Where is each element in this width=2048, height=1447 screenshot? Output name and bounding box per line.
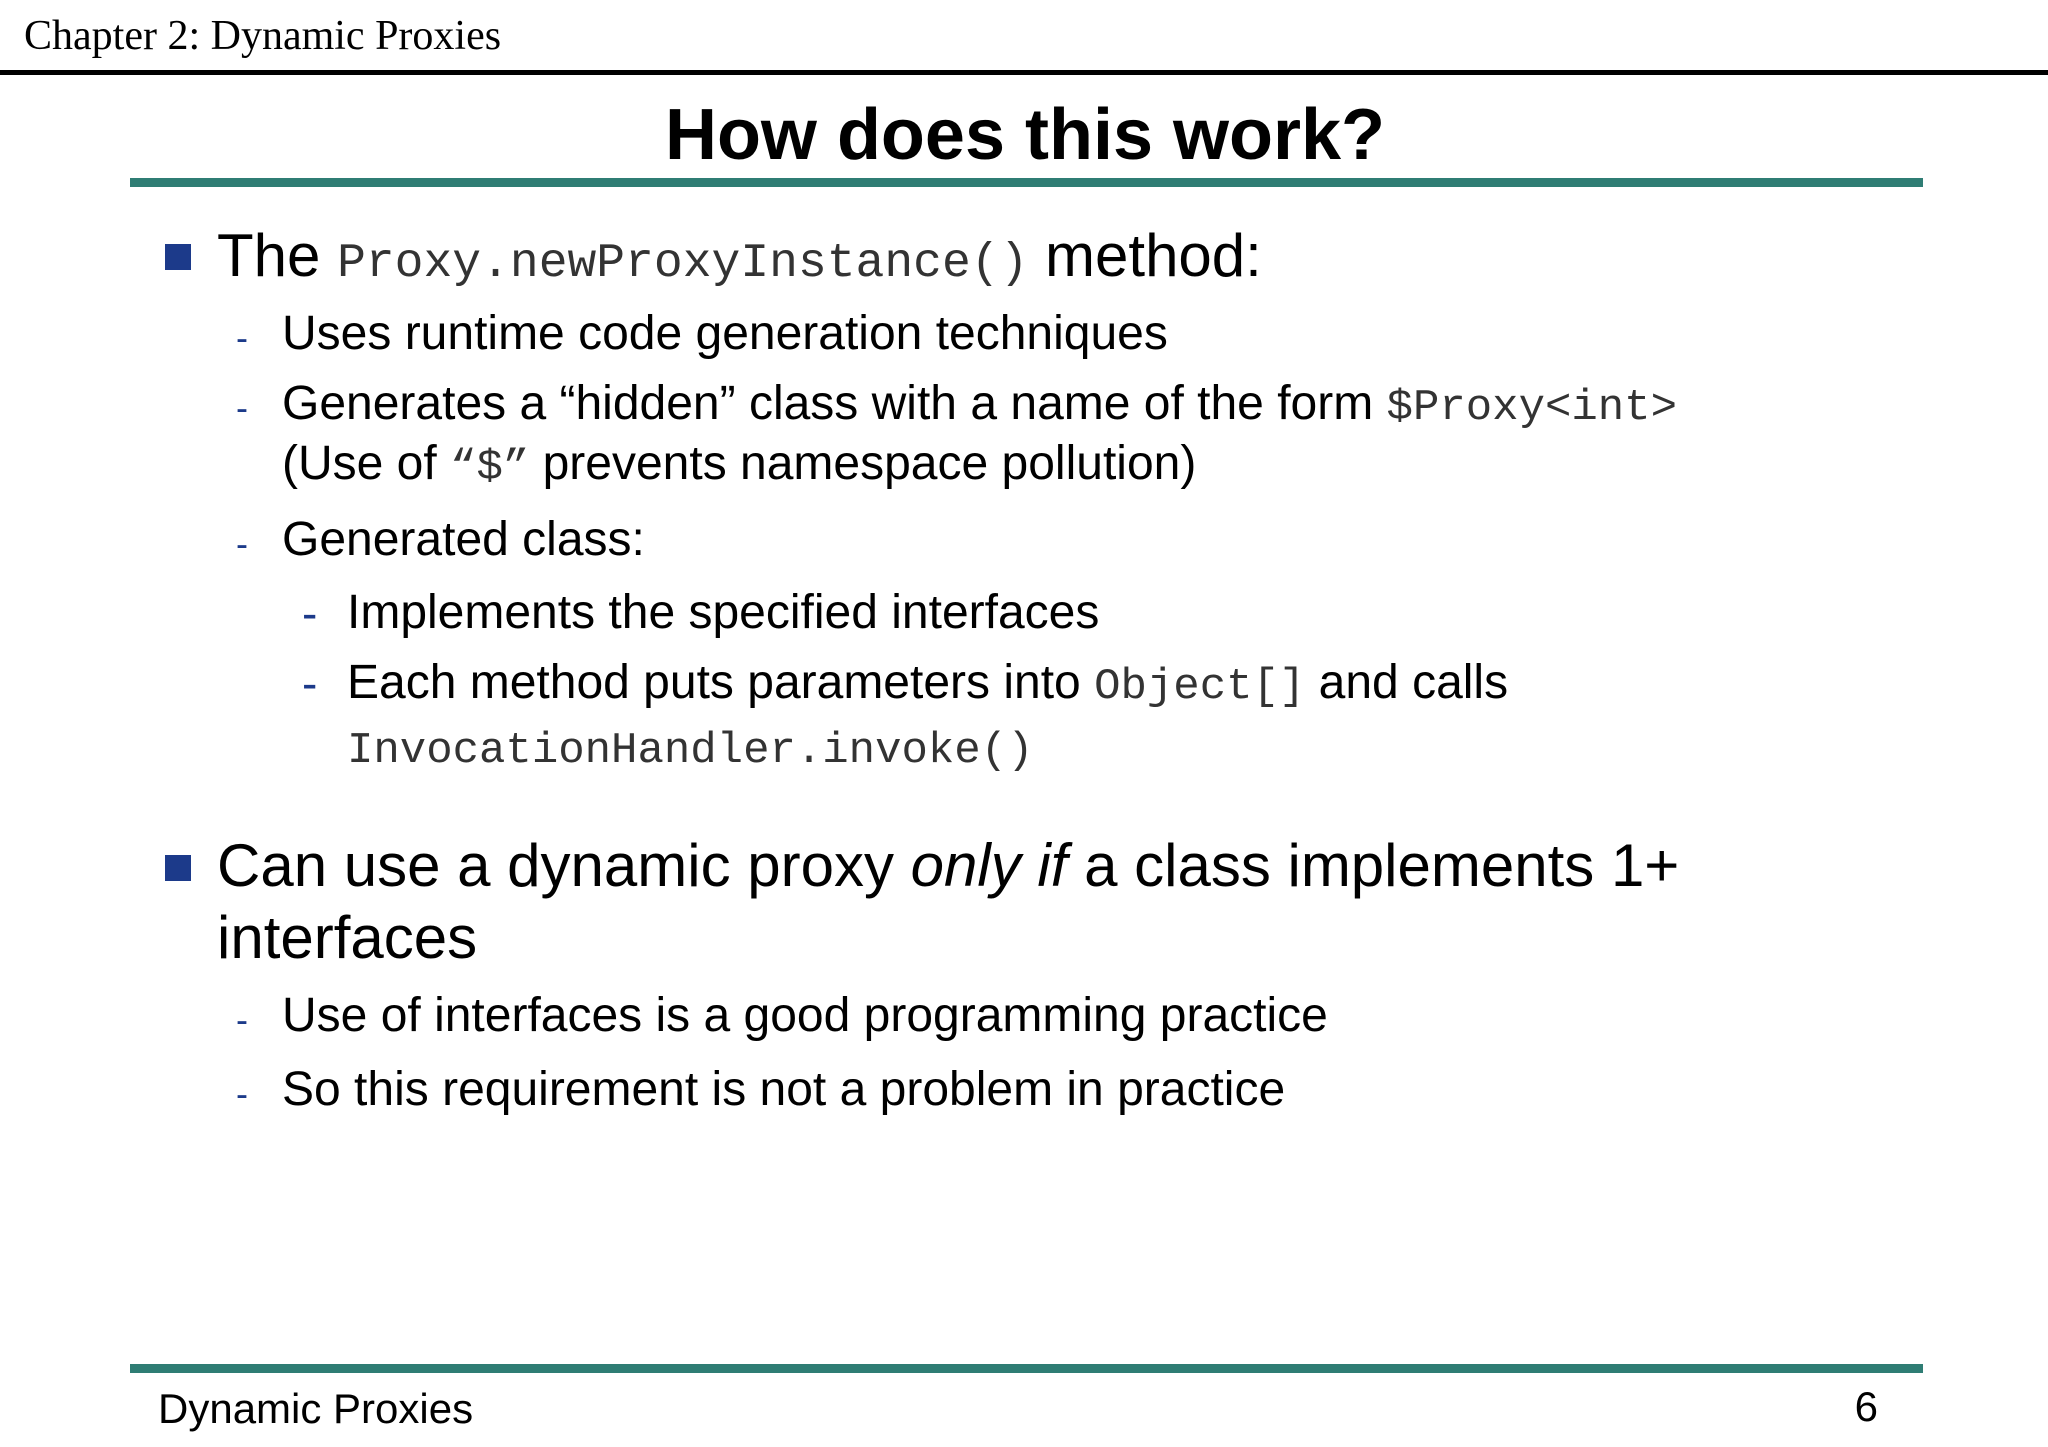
- dash-bullet-icon: -: [236, 523, 248, 564]
- footer-divider: [130, 1364, 1923, 1373]
- bullet-1-pre: The: [217, 222, 338, 289]
- dollar-code: “$”: [450, 443, 530, 493]
- dash-bullet-icon: -: [302, 657, 318, 709]
- title-underline: [130, 178, 1923, 187]
- bullet-1: [217, 220, 1262, 300]
- sub-bullet-1-2-line2: [282, 434, 1196, 498]
- sub-bullet-1-3: Generated class:: [282, 513, 645, 566]
- sub-sub-bullet-1-3-2-pre: Each method puts parameters into: [347, 656, 1095, 709]
- sub-bullet-1-2-line2-pre: (Use of: [282, 437, 451, 490]
- page-number: 6: [1854, 1383, 1878, 1430]
- top-divider: [0, 70, 2048, 75]
- sub-bullet-2-1: Use of interfaces is a good programming practice: [282, 989, 1328, 1042]
- sub-bullet-1-2: [282, 374, 1677, 438]
- sub-sub-bullet-1-3-1: Implements the specified interfaces: [347, 586, 1100, 639]
- dash-bullet-icon: -: [236, 999, 248, 1040]
- sub-bullet-2-2: So this requirement is not a problem in practice: [282, 1063, 1286, 1116]
- invocation-handler-code: InvocationHandler.invoke(): [347, 726, 1034, 776]
- bullet-1-post: method:: [1028, 222, 1262, 289]
- bullet-2-emphasis: only if: [910, 832, 1068, 899]
- bullet-2: [217, 830, 1679, 974]
- dash-bullet-icon: -: [236, 387, 248, 428]
- proxy-class-name-code: $Proxy<int>: [1386, 383, 1677, 433]
- chapter-title: Chapter 2: Dynamic Proxies: [24, 13, 502, 59]
- dash-bullet-icon: -: [236, 1073, 248, 1114]
- dash-bullet-icon: -: [302, 587, 318, 639]
- sub-sub-bullet-1-3-2: [347, 652, 1508, 718]
- sub-bullet-1-2-line2-post: prevents namespace pollution): [529, 437, 1197, 490]
- sub-bullet-1-1: Uses runtime code generation techniques: [282, 307, 1168, 360]
- square-bullet-icon: [165, 855, 191, 881]
- dash-bullet-icon: -: [236, 317, 248, 358]
- sub-bullet-1-2-text: Generates a “hidden” class with a name of the form: [282, 377, 1387, 430]
- bullet-2-post: a class implements 1+: [1067, 832, 1680, 899]
- slide-title: How does this work?: [664, 95, 1386, 175]
- square-bullet-icon: [165, 244, 191, 270]
- bullet-2-line2: interfaces: [217, 904, 478, 971]
- bullet-1-code: Proxy.newProxyInstance(): [337, 237, 1029, 291]
- bullet-2-pre: Can use a dynamic proxy: [217, 832, 911, 899]
- sub-sub-bullet-1-3-2-post: and calls: [1305, 656, 1509, 709]
- object-array-code: Object[]: [1094, 662, 1306, 712]
- footer-title: Dynamic Proxies: [158, 1385, 474, 1432]
- sub-sub-bullet-1-3-2-line2: [347, 716, 1034, 782]
